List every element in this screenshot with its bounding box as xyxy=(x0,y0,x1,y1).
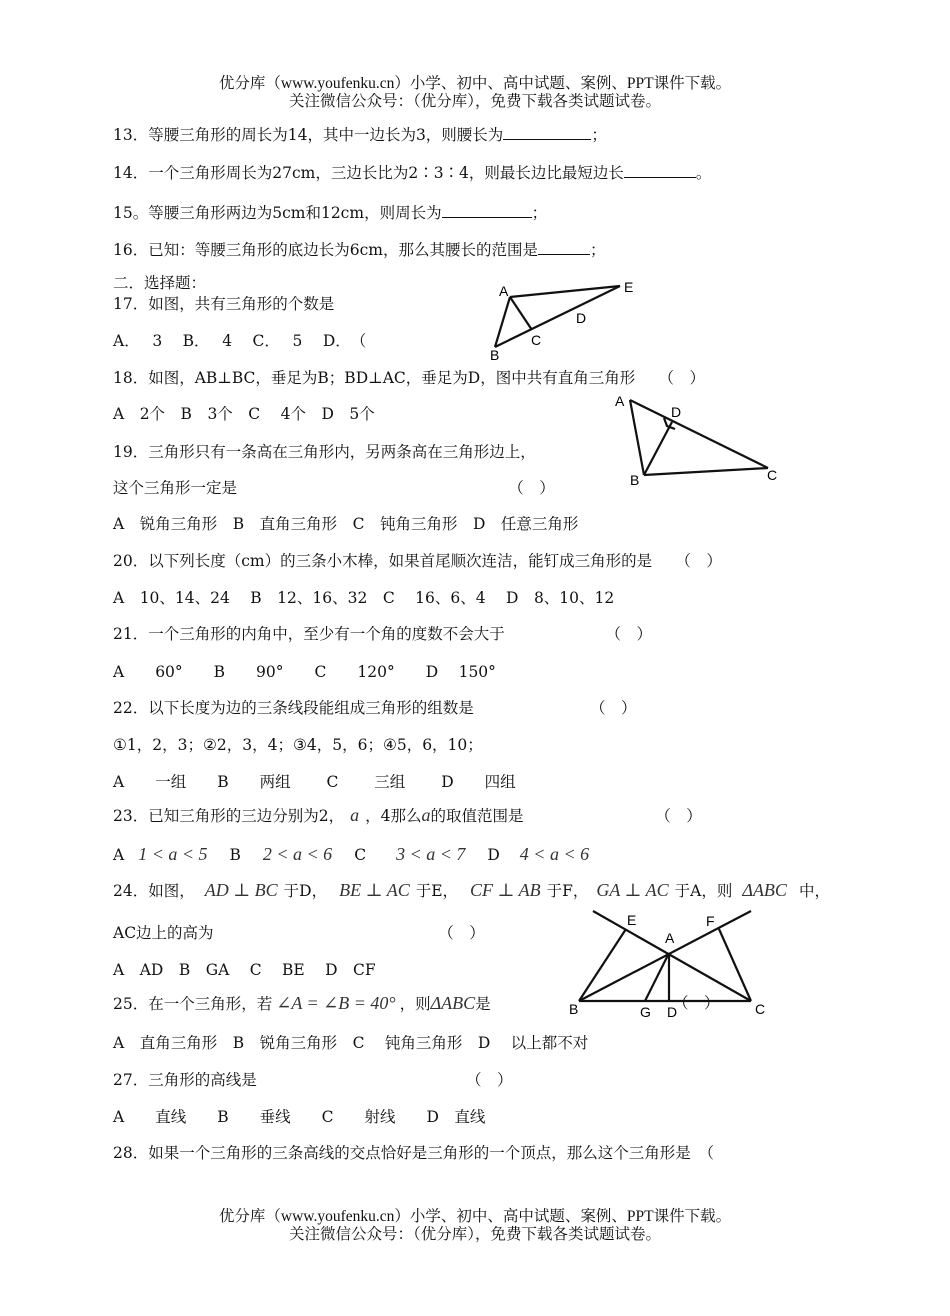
option-c-math: 3 < a < 7 xyxy=(396,844,466,864)
variable-a: a xyxy=(421,805,431,825)
footer-line-1: 优分库（www.youfenku.cn）小学、初中、高中试题、案例、PPT课件下载。 xyxy=(218,1208,732,1225)
fig17-label-d: D xyxy=(576,310,587,326)
fig24-label-e: E xyxy=(627,912,637,928)
fig17-label-e: E xyxy=(624,279,634,295)
answer-blank xyxy=(442,203,532,218)
footer-line-2: 关注微信公众号：（优分库），免费下载各类试题试卷。 xyxy=(288,1226,661,1243)
fig24-label-b: B xyxy=(569,1001,579,1017)
question-15 xyxy=(113,203,547,223)
option-b-letter: B xyxy=(229,846,241,864)
question-22-list: ①1，2，3；②2，3，4；③4，5，6；④5，6，10； xyxy=(113,736,483,754)
question-13 xyxy=(113,125,607,145)
fig24-label-f: F xyxy=(706,913,715,929)
question-24-t2: 于E， xyxy=(415,882,459,900)
question-25-part-c: 是 xyxy=(475,995,491,1013)
question-13-text: 13．等腰三角形的周长为14，其中一边长为3，则腰长为 xyxy=(113,126,504,144)
option-b-math: 2 < a < 6 xyxy=(262,844,333,864)
answer-blank xyxy=(503,125,591,140)
fig24-label-d: D xyxy=(667,1004,678,1020)
fig18-label-b: B xyxy=(630,472,640,488)
math-angle-a-eq-angle-b: ∠A = ∠B = 40° xyxy=(276,993,396,1013)
question-25-paren: （ ） xyxy=(673,994,720,1012)
question-17-options: A． 3 B． 4 C． 5 D． （ xyxy=(113,332,367,350)
question-16 xyxy=(113,240,605,260)
question-22-text: 22．以下长度为边的三条线段能组成三角形的组数是 （ ） xyxy=(113,699,637,717)
figure-17 xyxy=(480,272,650,367)
fig17-label-a: A xyxy=(499,283,509,299)
fig17-label-b: B xyxy=(490,347,500,363)
header-line-2: 关注微信公众号：（优分库），免费下载各类试题试卷。 xyxy=(288,93,661,110)
question-24-line-2: AC边上的高为 （ ） xyxy=(113,924,485,942)
header-line-1: 优分库（www.youfenku.cn）小学、初中、高中试题、案例、PPT课件下载。 xyxy=(218,75,732,92)
question-27-options: A 直线 B 垂线 C 射线 D 直线 xyxy=(113,1108,486,1126)
math-triangle-abc: ΔABC xyxy=(742,880,787,900)
question-24-t5: 中， xyxy=(798,882,830,900)
fig24-label-a: A xyxy=(665,930,675,946)
fig24-label-g: G xyxy=(640,1004,651,1020)
question-23-part-a: 23．已知三角形的三边分别为2， xyxy=(113,807,345,825)
question-25-options: A 直角三角形 B 锐角三角形 C 钝角三角形 D 以上都不对 xyxy=(113,1034,589,1052)
answer-blank xyxy=(624,163,696,178)
question-18-options: A 2个 B 3个 C 4个 D 5个 xyxy=(113,405,375,423)
question-15-text: 15。等腰三角形两边为5cm和12cm，则周长为 xyxy=(113,204,442,222)
variable-a: a xyxy=(350,805,360,825)
question-17-text: 17．如图，共有三角形的个数是 xyxy=(113,295,335,313)
question-23-part-c: 的取值范围是 （ ） xyxy=(430,807,702,825)
fig18-label-d: D xyxy=(671,404,682,420)
question-16-text: 16．已知：等腰三角形的底边长为6cm，那么其腰长的范围是 xyxy=(113,241,538,259)
question-23-part-b: ，4那么 xyxy=(365,807,422,825)
question-20-options: A 10、14、24 B 12、16、32 C 16、6、4 D 8、10、12 xyxy=(113,589,615,607)
math-triangle-abc: ΔABC xyxy=(430,993,476,1013)
question-14 xyxy=(113,163,711,183)
question-19-text-2: 这个三角形一定是 （ ） xyxy=(113,479,555,497)
question-14-end: 。 xyxy=(695,164,712,182)
question-19-options: A 锐角三角形 B 直角三角形 C 钝角三角形 D 任意三角形 xyxy=(113,515,579,533)
question-25-part-b: ，则 xyxy=(399,995,431,1013)
question-24-t4: 于A，则 xyxy=(674,882,733,900)
question-13-end: ； xyxy=(591,126,607,144)
question-28-text: 28．如果一个三角形的三条高线的交点恰好是三角形的一个顶点，那么这个三角形是 （ xyxy=(113,1144,714,1162)
question-24-t1: 于D， xyxy=(283,882,328,900)
question-23-text xyxy=(113,805,702,826)
math-be-perp-ac: BE ⊥ AC xyxy=(339,880,410,900)
question-25-part-a: 25．在一个三角形，若 xyxy=(113,995,273,1013)
question-16-end: ； xyxy=(589,241,606,259)
answer-blank xyxy=(538,240,590,255)
option-d-math: 4 < a < 6 xyxy=(519,844,590,864)
fig24-label-c: C xyxy=(755,1001,766,1017)
question-22-options: A 一组 B 两组 C 三组 D 四组 xyxy=(113,773,516,791)
figure-18 xyxy=(610,388,790,488)
math-ga-perp-ac: GA ⊥ AC xyxy=(596,880,669,900)
question-25-text xyxy=(113,993,720,1014)
question-15-end: ； xyxy=(531,204,548,222)
question-20-text: 20．以下列长度（cm）的三条小木棒，如果首尾顺次连洁，能钉成三角形的是 （ ） xyxy=(113,552,722,570)
question-24-text xyxy=(113,880,830,901)
question-24-t3: 于F， xyxy=(546,882,589,900)
question-18-text: 18．如图，AB⊥BC，垂足为B；BD⊥AC，垂足为D，图中共有直角三角形 （ ） xyxy=(113,369,705,387)
question-27-text: 27．三角形的高线是 （ ） xyxy=(113,1071,513,1089)
math-cf-perp-ab: CF ⊥ AB xyxy=(470,880,541,900)
question-23-options xyxy=(113,844,589,865)
option-d-letter: D xyxy=(487,846,500,864)
math-ad-perp-bc: AD ⊥ BC xyxy=(204,880,278,900)
question-24-part-a: 24．如图， xyxy=(113,882,195,900)
fig17-label-c: C xyxy=(531,332,542,348)
question-19-text-1: 19．三角形只有一条高在三角形内，另两条高在三角形边上， xyxy=(113,443,536,461)
question-24-options: A AD B GA C BE D CF xyxy=(113,961,376,979)
option-a-math: 1 < a < 5 xyxy=(138,844,208,864)
fig18-label-a: A xyxy=(615,393,625,409)
fig18-label-c: C xyxy=(767,467,778,483)
section-choice-title: 二．选择题： xyxy=(113,274,207,292)
option-a-letter: A xyxy=(113,846,125,864)
question-21-options: A 60° B 90° C 120° D 150° xyxy=(113,663,496,681)
question-21-text: 21．一个三角形的内角中，至少有一个角的度数不会大于 （ ） xyxy=(113,625,652,643)
option-c-letter: C xyxy=(354,846,367,864)
question-14-text: 14．一个三角形周长为27cm，三边长比为2∶3∶4，则最长边比最短边长 xyxy=(113,164,624,182)
